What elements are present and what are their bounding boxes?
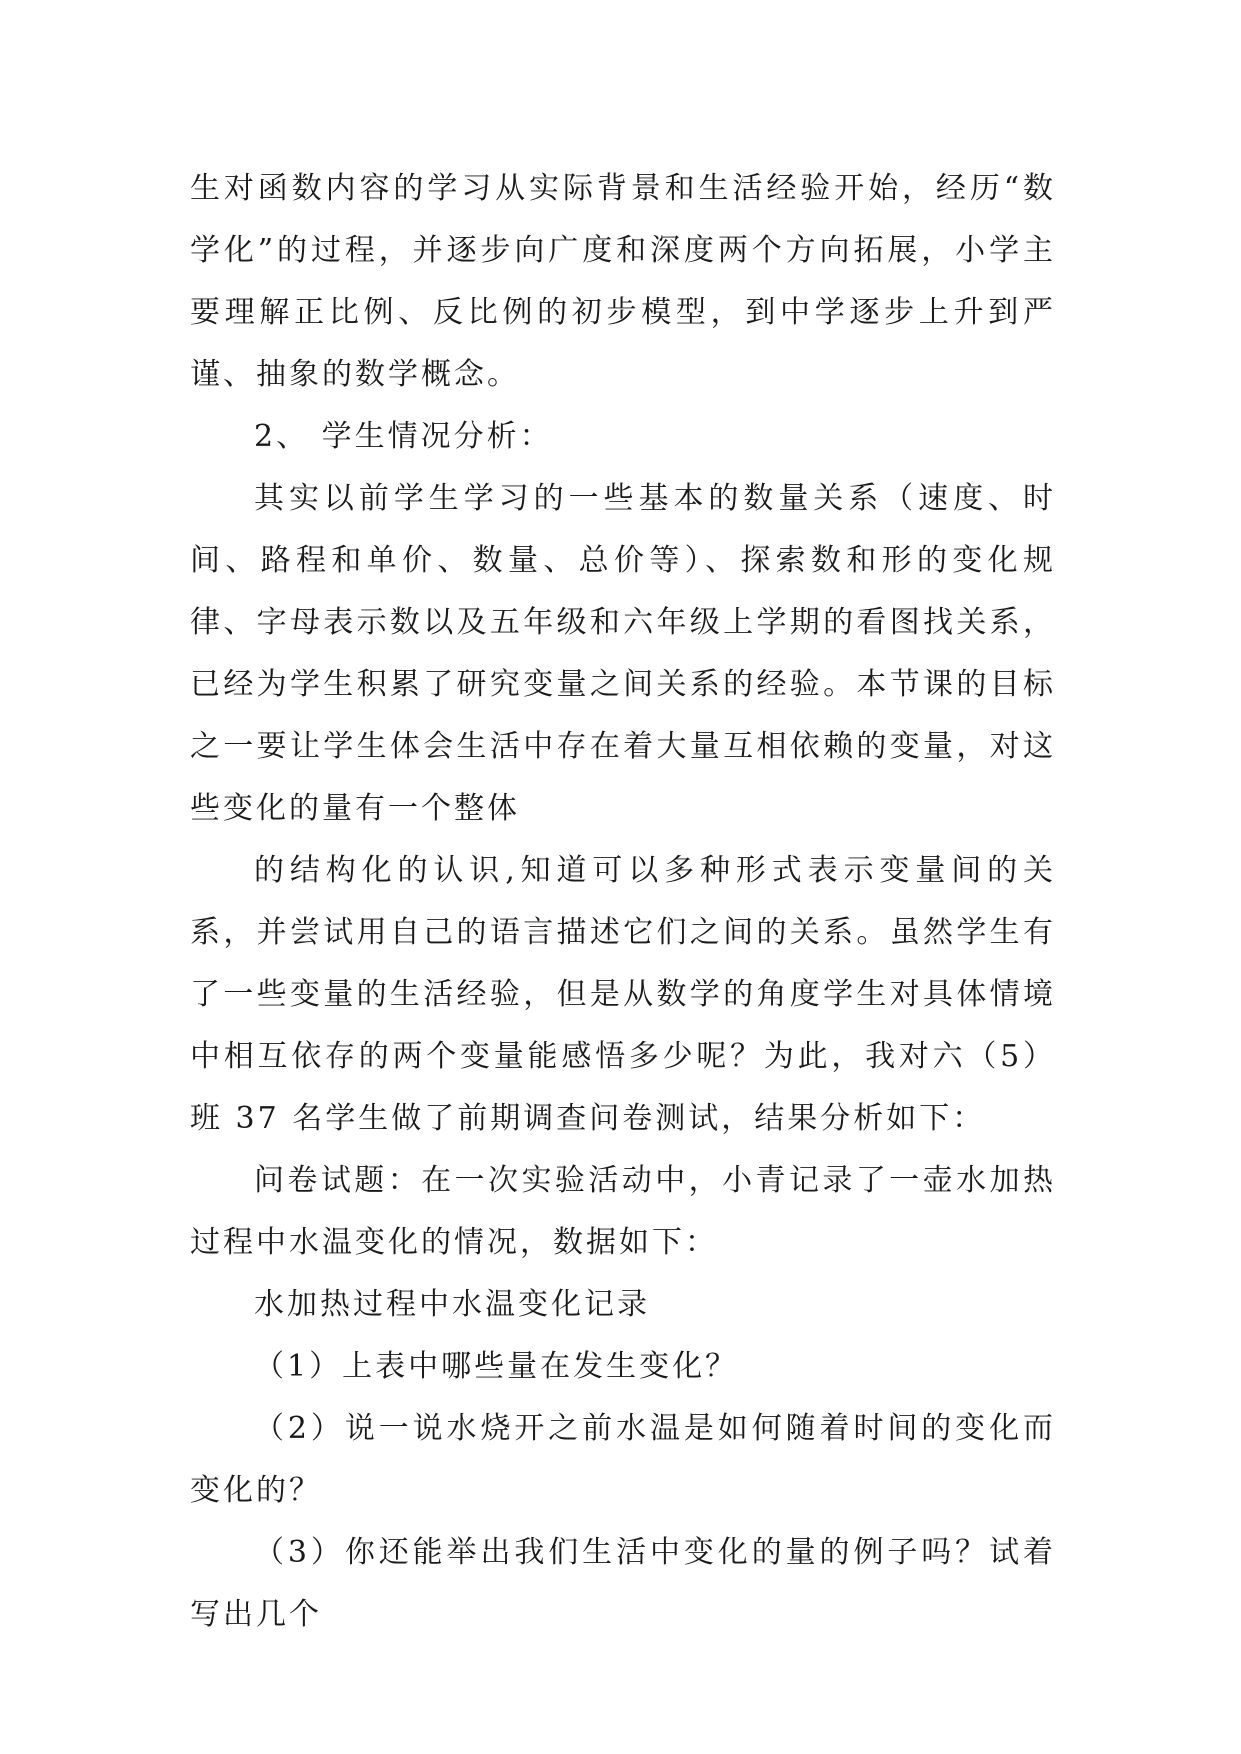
paragraph-survey-question: 问卷试题：在一次实验活动中，小青记录了一壶水加热过程中水温变化的情况，数据如下：	[190, 1163, 1056, 1260]
question-1: （1）上表中哪些量在发生变化？	[254, 1349, 739, 1384]
question-2: （2）说一说水烧开之前水温是如何随着时间的变化而变化的？	[190, 1411, 1056, 1508]
paragraph-function-learning: 生对函数内容的学习从实际背景和生活经验开始，经历“数学化”的过程，并逐步向广度和深度两个方向拓展，小学主要理解正比例、反比例的初步模型，到中学逐步上升到严谨、抽象的数学概念。	[190, 171, 1056, 392]
question-3: （3）你还能举出我们生活中变化的量的例子吗？试着写出几个	[190, 1535, 1056, 1632]
document-body	[190, 158, 1056, 1646]
paragraph-prior-knowledge: 其实以前学生学习的一些基本的数量关系（速度、时间、路程和单价、数量、总价等）、探索数和形的变化规律、字母表示数以及五年级和六年级上学期的看图找关系，已经为学生积累了研究变量之间关系的经验。本节课的目标之一要让学生体会生活中存在着大量互相依赖的变量，对这些变化的量有一个整体	[190, 481, 1056, 826]
section-heading-student-analysis: 2、 学生情况分析：	[254, 419, 553, 454]
paragraph-structured-understanding: 的结构化的认识,知道可以多种形式表示变量间的关系，并尝试用自己的语言描述它们之间的关系。虽然学生有了一些变量的生活经验，但是从数学的角度学生对具体情境中相互依存的两个变量能感悟多少呢？为此，我对六（5）班 37 名学生做了前期调查问卷测试，结果分析如下：	[190, 853, 1056, 1136]
table-caption: 水加热过程中水温变化记录	[254, 1287, 650, 1322]
